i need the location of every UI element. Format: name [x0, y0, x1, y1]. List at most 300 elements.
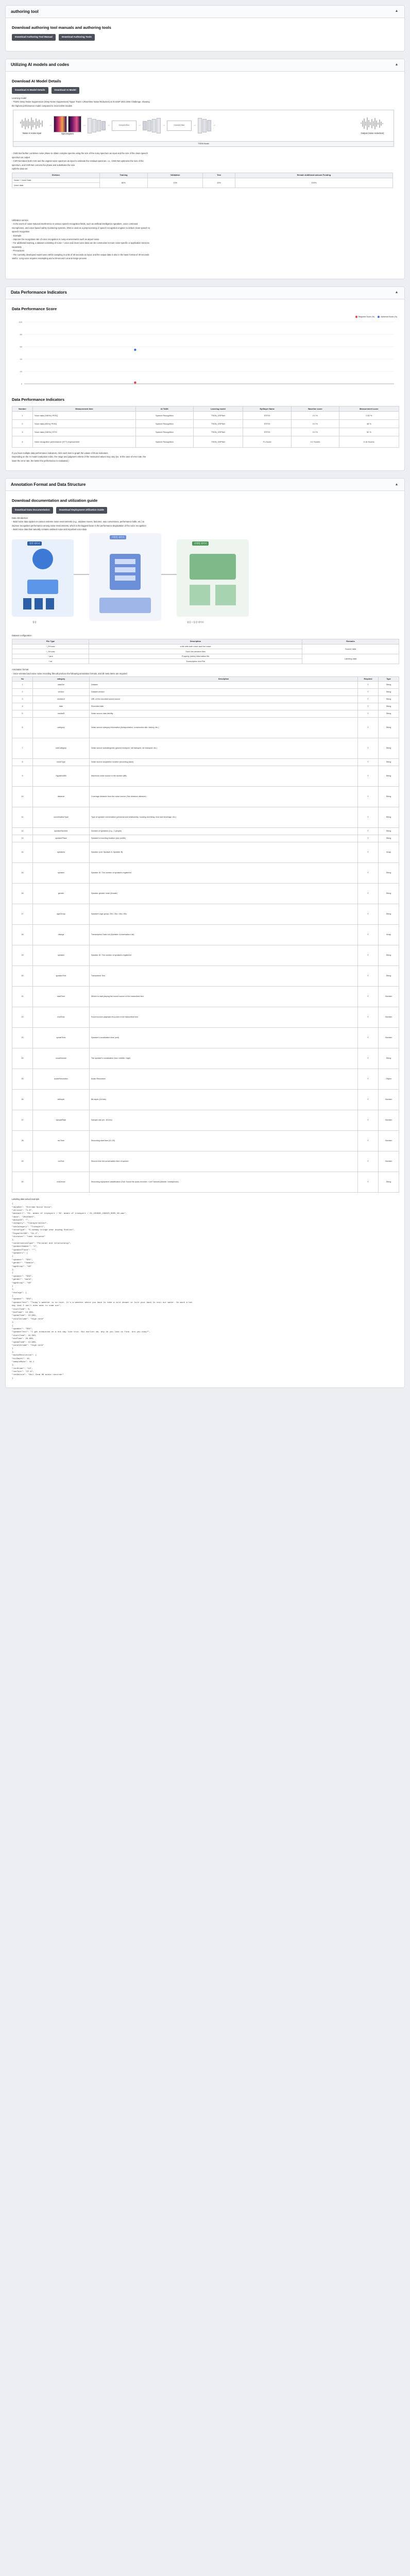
table-row [12, 759, 399, 766]
indicators-title: Data Performance Indicators [12, 397, 65, 402]
table-cell: Y [358, 1151, 379, 1172]
table-cell: Voice data [12, 183, 100, 188]
table-cell: Record time full conversation time of speech [90, 1151, 358, 1172]
y-tick-label: 0 [21, 382, 22, 385]
table-cell: mediaID [33, 710, 90, 718]
section-title: Utilizing AI models and codes [11, 62, 70, 67]
data-infographic [12, 533, 249, 631]
table-cell: 6 [12, 718, 33, 738]
table-header: Learning model [193, 406, 243, 412]
table-cell: Type of speaker conversation (personal and relationship, housing and living, food and beverage, etc.) [90, 807, 358, 828]
table-header: Test [203, 173, 235, 178]
text-line: the highest performance model compared to recent DNS models [12, 104, 72, 107]
table-cell: 48 % [339, 419, 399, 428]
json-line: "mediaUrl": "01. means of transport / 02. means of transport / 01_103030_230623_0005_VN.wav", [12, 1213, 127, 1215]
json-line: "recDevice": "Soil Zoom H6 audio recorder" [12, 1374, 64, 1377]
download-tools-button[interactable]: Download Authoring Tools [59, 34, 95, 41]
json-line: }, [12, 1268, 14, 1271]
table-cell: Noise source data identity [90, 710, 358, 718]
data-point[interactable] [134, 382, 136, 384]
table-cell: 20 [12, 966, 33, 987]
text-line: - The currently developed model uses 16Khz sampling in units of 30 seconds as input, and the output data is also in the basic format of 30 seconds [12, 253, 149, 256]
table-cell: Y [358, 807, 379, 828]
table-cell: ageGroup [33, 904, 90, 925]
table-cell: conversationType [33, 807, 90, 828]
y-tick-label: 60 [20, 345, 22, 348]
table-cell: ESTOI [243, 411, 291, 419]
table-row [12, 411, 399, 419]
json-line: "speakerPlace": """, [12, 1249, 37, 1251]
split-table [12, 173, 393, 188]
section-title: authoring tool [11, 9, 39, 14]
json-line: "version": "1.0", [12, 1209, 33, 1212]
table-cell: *.txt [12, 659, 89, 664]
table-cell: Y [358, 710, 379, 718]
text-line: - Improve the recognition rate of voice recognition in noisy environments such as airport noise [12, 238, 99, 241]
table-cell: Speech Recognition [136, 428, 194, 436]
table-cell: TSDN_DSPNet [193, 419, 243, 428]
table-cell: Voice data (16KHz) PESQ [33, 411, 136, 419]
table-cell: Speaker (List: Speaker A, Speaker B) [90, 842, 358, 863]
ai-models-section [5, 59, 405, 279]
table-cell: Noise source category information (transportation, construction site, factory, etc.) [90, 718, 358, 738]
table-cell: bitDepth [33, 1090, 90, 1110]
annotation-section [5, 478, 405, 1388]
table-cell: 26 [12, 1090, 33, 1110]
table-cell: Y [358, 787, 379, 807]
table-cell: String [379, 966, 399, 987]
json-line: "vocalVolume": "High note" [12, 1344, 44, 1347]
table-cell: Y [358, 1110, 379, 1131]
table-cell: String [379, 682, 399, 689]
table-cell: 0.16 Scores [339, 436, 399, 447]
table-cell: 12 [12, 828, 33, 835]
json-line: "sampleRate": 44.1 [12, 1361, 35, 1363]
pipeline-input [16, 116, 47, 135]
json-line: "audioResolution": { [12, 1354, 37, 1357]
table-header: Type [379, 677, 399, 682]
table-cell: 9 [12, 766, 33, 787]
table-cell: String [379, 718, 399, 738]
table-row [12, 842, 399, 863]
json-line: }, [12, 1321, 14, 1324]
table-cell: Number of speakers (e.g., 2 people) [90, 828, 358, 835]
table-cell: 22 [12, 1007, 33, 1028]
text-line: Depending on the AI model evaluation index, the range and judgment criteria of the measured values may vary (ex. In the case of error rate, the [12, 455, 146, 459]
table-cell: Transcribed Text [90, 966, 358, 987]
table-header: Training [99, 173, 147, 178]
table-row [12, 987, 399, 1007]
table-cell: subCategory [33, 738, 90, 759]
table-header: File Type [12, 639, 89, 644]
table-cell: speakers [33, 842, 90, 863]
section-subtitle: Download documentation and utilization guide [12, 498, 98, 503]
table-cell: Number [379, 1090, 399, 1110]
table-cell: 14 [12, 842, 33, 863]
table-cell: dialogs [33, 925, 90, 945]
table-cell: 24 [12, 1048, 33, 1069]
table-cell: 23 [12, 1028, 33, 1048]
table-cell: 13 [12, 835, 33, 842]
table-cell: Recorded date [90, 703, 358, 710]
text-line: lower the error rate, the better the performance is evaluated.) [12, 459, 69, 462]
performance-section [5, 286, 405, 471]
waveform-icon [359, 116, 386, 131]
pipeline-output-label: Output (noise reduction) [361, 131, 384, 134]
spectrogram-image [54, 116, 67, 132]
table-row [12, 1069, 399, 1090]
table-cell: speakerPlace [33, 835, 90, 842]
table-header: Measurement item [33, 406, 136, 412]
json-line: } [12, 1377, 13, 1380]
labeling-data-label: 라벨링 데이터 [192, 541, 209, 546]
table-cell: Y [358, 682, 379, 689]
arrow-right-icon: → [107, 124, 110, 127]
json-line: } [12, 1285, 13, 1287]
section-subtitle: Download AI Model Details [12, 78, 61, 83]
table-cell: Y [358, 925, 379, 945]
text-line: - Precautions [12, 249, 25, 252]
table-cell: *.json [12, 654, 89, 659]
table-cell: Speech Recognition [136, 411, 194, 419]
table-cell: Array [379, 925, 399, 945]
json-line: "bitDepth": 16, [12, 1358, 31, 1360]
source-data-label: 원천 데이터 [27, 541, 42, 546]
table-cell: Transcription Data List (Speaker Conversation List) [90, 925, 358, 945]
table-row [12, 738, 399, 759]
json-line: "subCategory": "Transport", [12, 1226, 45, 1228]
json-line: "speakTime": 13.909, [12, 1315, 37, 1317]
section-header[interactable] [6, 59, 404, 72]
performance-notes [12, 452, 398, 463]
json-line: "speakTime": 13.906, [12, 1341, 37, 1344]
table-cell: Y [358, 1007, 379, 1028]
conv-encoder-box: Conv2d Enc [112, 121, 136, 131]
text-line: Utilization service [12, 218, 28, 222]
table-row [12, 436, 399, 447]
table-cell: Noise + Voice Data [12, 178, 100, 183]
json-line: "vocalVolume": "High note" [12, 1318, 44, 1320]
table-cell: 100% [235, 178, 392, 188]
json-line: }, [12, 1239, 14, 1242]
table-header: Remarks [302, 639, 399, 644]
table-cell: Voice data (8KHz) PESQ [33, 419, 136, 428]
table-cell: Number [379, 1131, 399, 1151]
table-cell: TSDN_DSPNet [193, 436, 243, 447]
json-line: "gender": "male", [12, 1279, 33, 1281]
table-cell: *_PH.wav [12, 644, 89, 649]
table-cell: Y [358, 696, 379, 703]
legend-item [355, 316, 375, 318]
table-header: Remain Additional amount Funding [235, 173, 392, 178]
table-row [12, 689, 399, 696]
table-cell: recText [33, 1151, 90, 1172]
example-title: Labeling data actual example [12, 1198, 40, 1201]
download-model-details-button[interactable]: Download AI Model Details [12, 87, 48, 94]
legend-item [378, 316, 397, 318]
chevron-up-icon[interactable]: ▲ [395, 290, 399, 294]
waveform-icon [19, 116, 45, 131]
table-header: Validation [148, 173, 203, 178]
pipeline-footer: TSDN Model [13, 141, 394, 147]
table-cell: Transcription text File [89, 659, 302, 664]
y-tick-label: 80 [20, 333, 22, 336]
arrow-right-icon: → [162, 124, 165, 127]
table-cell: Y [358, 842, 379, 863]
chevron-up-icon[interactable]: ▲ [395, 482, 399, 486]
pipeline-input-label: Noise in noise input [22, 131, 42, 134]
arrow-right-icon: → [49, 124, 52, 127]
section-header[interactable] [6, 6, 404, 18]
json-line: "speaker": "S01", [12, 1328, 33, 1330]
download-guide-button[interactable]: Download Deployment Utilization Guide [56, 507, 107, 514]
table-cell: a file with both voice and live noise [89, 644, 302, 649]
table-header: Division [12, 173, 100, 178]
chevron-up-icon[interactable]: ▲ [395, 62, 399, 66]
section-title: Data Performance Indicators [11, 290, 67, 295]
table-cell: Y [358, 738, 379, 759]
text-line: - Voice-oriented and voice noise recording files all produce the following annotation formats, and all meta items are required [12, 672, 127, 675]
table-cell: String [379, 884, 399, 904]
table-cell: dataSet [33, 682, 90, 689]
arrow-right-icon: → [193, 124, 196, 127]
text-line: - CSR-Net takes both CSS and the original noise spectrum as input to estimate the residual spectrum, i.e., CMG-Net optimizes the size of the [12, 160, 144, 163]
data-point[interactable] [134, 349, 136, 351]
table-cell: Speaker's recording location (see profile) [90, 835, 358, 842]
table-header: EpiSayer Name [243, 406, 291, 412]
section-header[interactable] [6, 479, 404, 491]
json-line: "recStime": "14", [12, 1367, 33, 1370]
table-row [12, 828, 399, 835]
table-cell: Labeling data [302, 654, 399, 664]
table-cell: String [379, 787, 399, 807]
table-cell: String [379, 945, 399, 966]
table-cell: endTime [33, 1007, 90, 1028]
table-cell: sampleRate [33, 1110, 90, 1131]
text-line: - Build noise data spoken in various extreme noise environments (e.g., airplane moves, factories, auto conversions, performance halls, etc.) to [12, 520, 145, 523]
table-cell: 5 [12, 710, 33, 718]
table-cell: Y [358, 966, 379, 987]
pipeline-stack [198, 118, 211, 133]
table-row [12, 807, 399, 828]
table-cell: Coverage distance from the noise source (See distance distance) [90, 787, 358, 807]
table-cell: date [33, 703, 90, 710]
table-cell: Y [358, 1131, 379, 1151]
json-line: "speaker": "S02", [12, 1275, 33, 1278]
table-row [12, 654, 399, 659]
text-line: spectrum as output [12, 156, 30, 159]
table-cell: Y [358, 759, 379, 766]
table-cell: 10% [203, 178, 235, 188]
table-cell: Property (meta) information file [89, 654, 302, 659]
table-cell: Y [358, 884, 379, 904]
table-cell: 17 [12, 904, 33, 925]
chevron-up-icon[interactable]: ▲ [395, 9, 399, 13]
table-cell: 2.82 % [339, 411, 399, 419]
text-line: separately [12, 245, 22, 248]
table-header: category [33, 677, 90, 682]
table-row [12, 945, 399, 966]
table-header: Measurement score [339, 406, 399, 412]
conv-decoder-box: Conv2d Dec [167, 121, 192, 131]
data-intro [12, 517, 398, 531]
table-cell: distance [33, 787, 90, 807]
table-cell: String [379, 835, 399, 842]
json-line: day that I don't even want to come out", [12, 1305, 62, 1308]
table-cell: speakTime [33, 1028, 90, 1048]
json-line: "conversationType": "Personal and relationship", [12, 1242, 72, 1245]
table-cell: gender [33, 884, 90, 904]
table-cell: String [379, 828, 399, 835]
table-cell: Object [379, 1069, 399, 1090]
json-example [12, 1202, 398, 1380]
table-cell: Y [358, 904, 379, 925]
table-cell: TSDN_DSPNet [193, 428, 243, 436]
table-row [12, 787, 399, 807]
table-cell: 16 [12, 884, 33, 904]
json-line: { [12, 1256, 13, 1258]
table-cell: 10% [148, 178, 203, 188]
json-line: "gender": "female", [12, 1262, 36, 1265]
table-cell: Number [379, 1151, 399, 1172]
section-subtitle: Download authoring tool manuals and authoring tools [12, 25, 111, 30]
json-line: "speaker": "S01", [12, 1259, 33, 1261]
table-cell: Speaker ID: The number of speakers registered [90, 863, 358, 884]
model-description [12, 152, 398, 171]
json-line: "speakerNumber": "2", [12, 1246, 38, 1248]
table-cell: 29 [12, 1151, 33, 1172]
non-source-data-label: 비원천 데이터 [110, 535, 126, 539]
json-line: "mediaID": "", [12, 1219, 29, 1222]
table-header: Description [89, 639, 302, 644]
table-row [12, 1131, 399, 1151]
table-cell: Y [358, 689, 379, 696]
utilization-service [12, 219, 398, 260]
json-line: "noiseType": "S-subway bridge near Anyang Station", [12, 1229, 75, 1232]
table-cell: Such live ambient files [89, 649, 302, 654]
table-cell: Y [358, 718, 379, 738]
table-row [12, 1007, 399, 1028]
json-line: "distance": "near distance" [12, 1236, 45, 1239]
table-cell: String [379, 689, 399, 696]
download-data-doc-button[interactable]: Download Data Documentation [12, 507, 53, 514]
table-cell: String [379, 738, 399, 759]
table-cell: String [379, 696, 399, 703]
table-cell: speaker [33, 863, 90, 884]
text-line: speech recognition [12, 230, 30, 233]
table-cell: speakerNumber [33, 828, 90, 835]
chart-legend [355, 316, 397, 318]
dataset-table [12, 639, 399, 664]
table-cell: 3 [12, 696, 33, 703]
table-row [12, 428, 399, 436]
download-manual-button[interactable]: Download Authoring Tool Manual [12, 34, 56, 41]
table-cell: Speaker ID: The number of speakers registered [90, 945, 358, 966]
table-cell: Y [358, 1090, 379, 1110]
table-row [12, 966, 399, 987]
table-cell: Speech Recognition [136, 436, 194, 447]
json-line: "category": "Transportation", [12, 1223, 48, 1225]
table-cell: Speaker gender: male (female) [90, 884, 358, 904]
table-cell: Noise source acquisition location (recording place) [90, 759, 358, 766]
table-row [12, 703, 399, 710]
table-cell: Y [358, 1048, 379, 1069]
text-line: Split the data set [12, 167, 28, 171]
table-cell: 1 [12, 411, 33, 419]
arrow-right-icon: → [138, 124, 141, 127]
table-cell: Where to start playing the sound source of the transcribed text [90, 987, 358, 1007]
table-cell: Number [379, 1110, 399, 1131]
json-line: "endTime": 29.909, [12, 1338, 35, 1341]
table-cell: recDevice [33, 1172, 90, 1193]
table-cell: Y [358, 835, 379, 842]
text-line: spectrum, and CSR-Net corrects the phase and substitutes the size [12, 163, 75, 166]
table-cell: Number [379, 1028, 399, 1048]
table-cell: Y [358, 703, 379, 710]
table-cell: ESTOI [243, 428, 291, 436]
json-line: }, [12, 1364, 14, 1367]
table-cell: version [33, 689, 90, 696]
table-row [12, 863, 399, 884]
legend-swatch [355, 316, 357, 318]
noise-label: 잡음 [32, 620, 37, 623]
spectrogram-image [68, 116, 81, 132]
text-line: - TSDN: Deep Noise Suppression (Deep Noise Suppression) 'hippo' Track 1 (Real-time Noise Reduction) at ICASSP 2021 DNS Challenge, showing [12, 100, 150, 104]
json-line: "speakerText": "Today's weather is so nice. It's a weather where you have to take a cold shower or turn your back to cool our water. So much a hot [12, 1301, 193, 1304]
table-cell: mediaUrl [33, 696, 90, 703]
authoring-tool-section [5, 5, 405, 52]
json-line: "date": "20220623", [12, 1216, 36, 1218]
json-line: { [12, 1203, 13, 1206]
table-cell: Recording start time (01-25) [90, 1131, 358, 1151]
table-cell: 19 [12, 945, 33, 966]
table-cell: 4 [12, 436, 33, 447]
table-row [12, 925, 399, 945]
table-cell: Dataset [90, 682, 358, 689]
table-cell: Noise source subcategories (ground transport, rail transport, air transport, etc.) [90, 738, 358, 759]
annotation-format [12, 668, 398, 675]
section-header[interactable] [6, 287, 404, 299]
table-cell: vocalVolume [33, 1048, 90, 1069]
y-tick-label: 40 [20, 358, 22, 361]
json-line: "ageGroup": "40" [12, 1265, 32, 1268]
table-cell: String [379, 766, 399, 787]
table-row [12, 710, 399, 718]
table-cell: Y [358, 863, 379, 884]
dataset-title: Dataset configuration [12, 634, 32, 637]
table-cell: String [379, 863, 399, 884]
table-cell: URL of the recorded sound source [90, 696, 358, 703]
download-model-button[interactable]: Download AI Model [52, 87, 79, 94]
table-cell: Dataset version [90, 689, 358, 696]
json-line: "speakerText": "I get exhausted on a hot day like this. But earlier me, why do you look so fine. Are you okay?", [12, 1331, 150, 1334]
table-row [12, 1028, 399, 1048]
text-line: If you have multiple data performance indicators, click each item to graph the values of those indicators [12, 451, 108, 454]
section-title: Annotation Format and Data Structure [11, 482, 86, 487]
text-line: - CMG-Net further combines noise phase to obtain complex spectra using the size of the noisy spectrum as input and the size of the clean speech [12, 152, 148, 155]
json-line: { [12, 1295, 13, 1298]
json-line: "dataSet": "Extreme Noise Voice", [12, 1206, 53, 1209]
text-line: - Example [12, 234, 22, 237]
pipeline-stack [143, 118, 161, 133]
table-cell: 30 [12, 1172, 33, 1193]
pipeline-output [354, 116, 390, 135]
table-cell: Maximum noise source in the section (dB) [90, 766, 358, 787]
json-line: }, [12, 1351, 14, 1353]
table-header: No [12, 677, 33, 682]
table-header: Number [12, 406, 33, 412]
table-cell: 25 [12, 1069, 33, 1090]
